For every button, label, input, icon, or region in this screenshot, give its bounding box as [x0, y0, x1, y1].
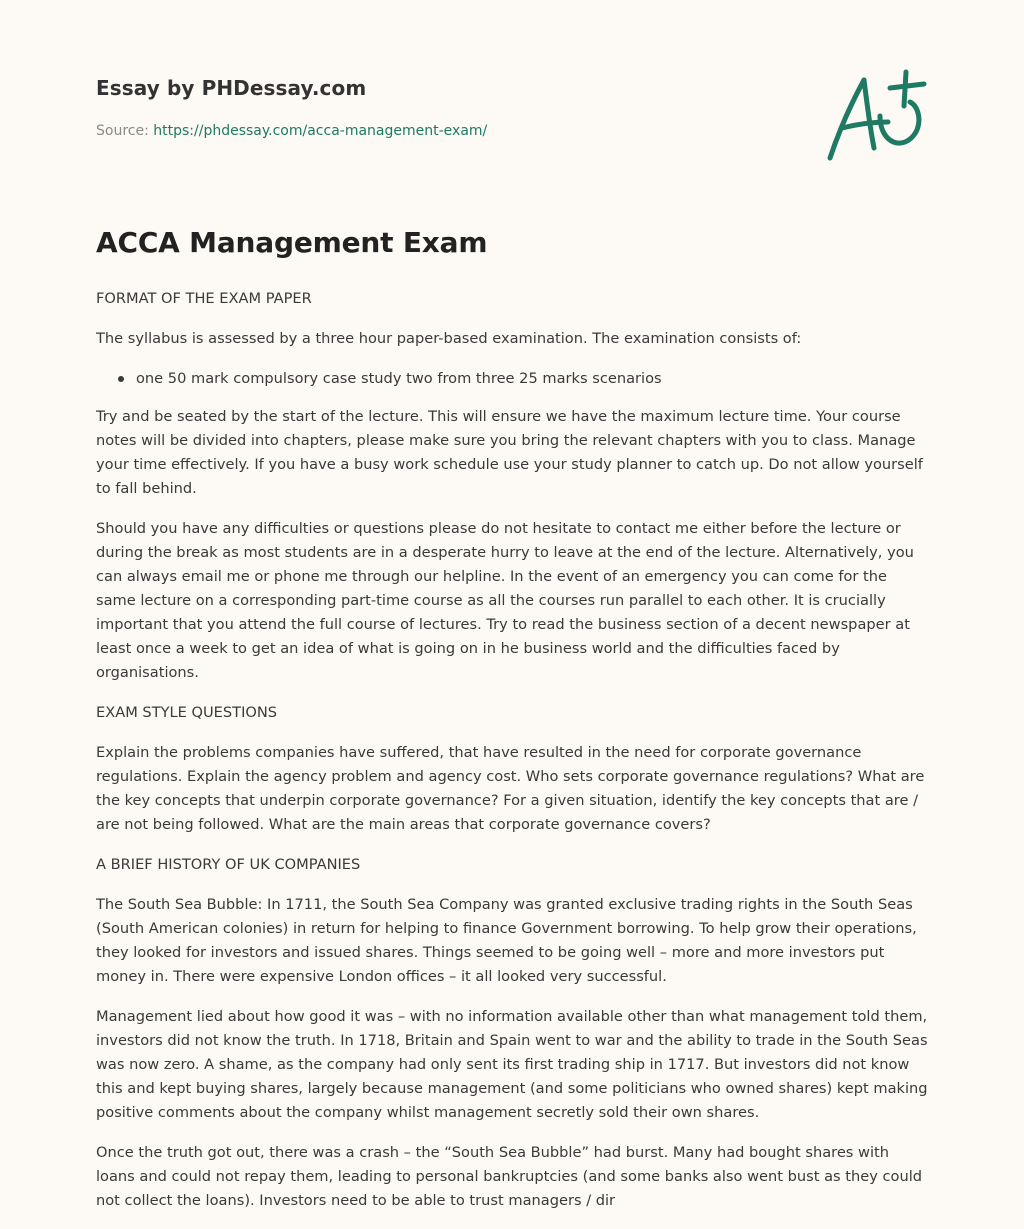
paragraph: Try and be seated by the start of the lecture. This will ensure we have the maximum lecture time. Your course notes will be divided into chapters, please make sure you bring the relevant chapters with you to class. Manage your time effectively. If you have a busy work schedule use your study planner to catch up. Do not allow yourself to fall behind. — [96, 408, 923, 497]
section-heading: FORMAT OF THE EXAM PAPER — [96, 290, 312, 307]
paragraph: The syllabus is assessed by a three hour paper-based examination. The examination consists of: — [96, 330, 802, 347]
site-title: Essay by PHDessay.com — [96, 76, 367, 100]
section-heading: A BRIEF HISTORY OF UK COMPANIES — [96, 856, 361, 873]
paragraph: The South Sea Bubble: In 1711, the South Sea Company was granted exclusive trading rights in the South Seas (South American colonies) in return for helping to finance Government borrowing. To help grow their operations, they looked for investors and issued shares. Things seemed to be going well – more and more investors put money in. There were expensive London offices – it all looked very successful. — [96, 896, 917, 985]
section-heading: EXAM STYLE QUESTIONS — [96, 704, 278, 721]
list-item: one 50 mark compulsory case study two from three 25 marks scenarios — [136, 367, 928, 391]
a-plus-logo-icon — [820, 66, 932, 166]
paragraph: Explain the problems companies have suffered, that have resulted in the need for corporate governance regulations. Explain the agency problem and agency cost. Who sets corporate governance regulations? What are the key concepts that underpin corporate governance? For a given situation, identify the key concepts that are / are not being followed. What are the main areas that corporate governance covers? — [96, 744, 925, 833]
source-link[interactable]: https://phdessay.com/acca-management-exam/ — [153, 123, 488, 139]
paragraph: Management lied about how good it was – with no information available other than what management told them, investors did not know the truth. In 1718, Britain and Spain went to war and the ability to trade in the South Seas was now zero. A shame, as the company had only sent its first trading ship in 1717. But investors did not know this and kept buying shares, largely because management (and some politicians who owned shares) kept making positive comments about the company whilst management secretly sold their own shares. — [96, 1008, 928, 1121]
essay-body — [96, 287, 928, 1229]
source-label: Source: — [96, 123, 154, 139]
source-line — [96, 123, 487, 139]
bullet-list — [96, 367, 928, 391]
paragraph: Should you have any difficulties or questions please do not hesitate to contact me either before the lecture or during the break as most students are in a desperate hurry to leave at the end of the lecture. Alternatively, you can always email me or phone me through our helpline. In the event of an emergency you can come for the same lecture on a corresponding part-time course as all the courses run parallel to each other. It is crucially important that you attend the full course of lectures. Try to read the business section of a decent newspaper at least once a week to get an idea of what is going on in he business world and the difficulties faced by organisations. — [96, 520, 914, 681]
essay-title: ACCA Management Exam — [96, 226, 488, 259]
paragraph: Once the truth got out, there was a crash – the “South Sea Bubble” had burst. Many had bought shares with loans and could not repay them, leading to personal bankruptcies (and some banks also went bust as they could not collect the loans). Investors need to be able to trust managers / dir — [96, 1144, 923, 1209]
